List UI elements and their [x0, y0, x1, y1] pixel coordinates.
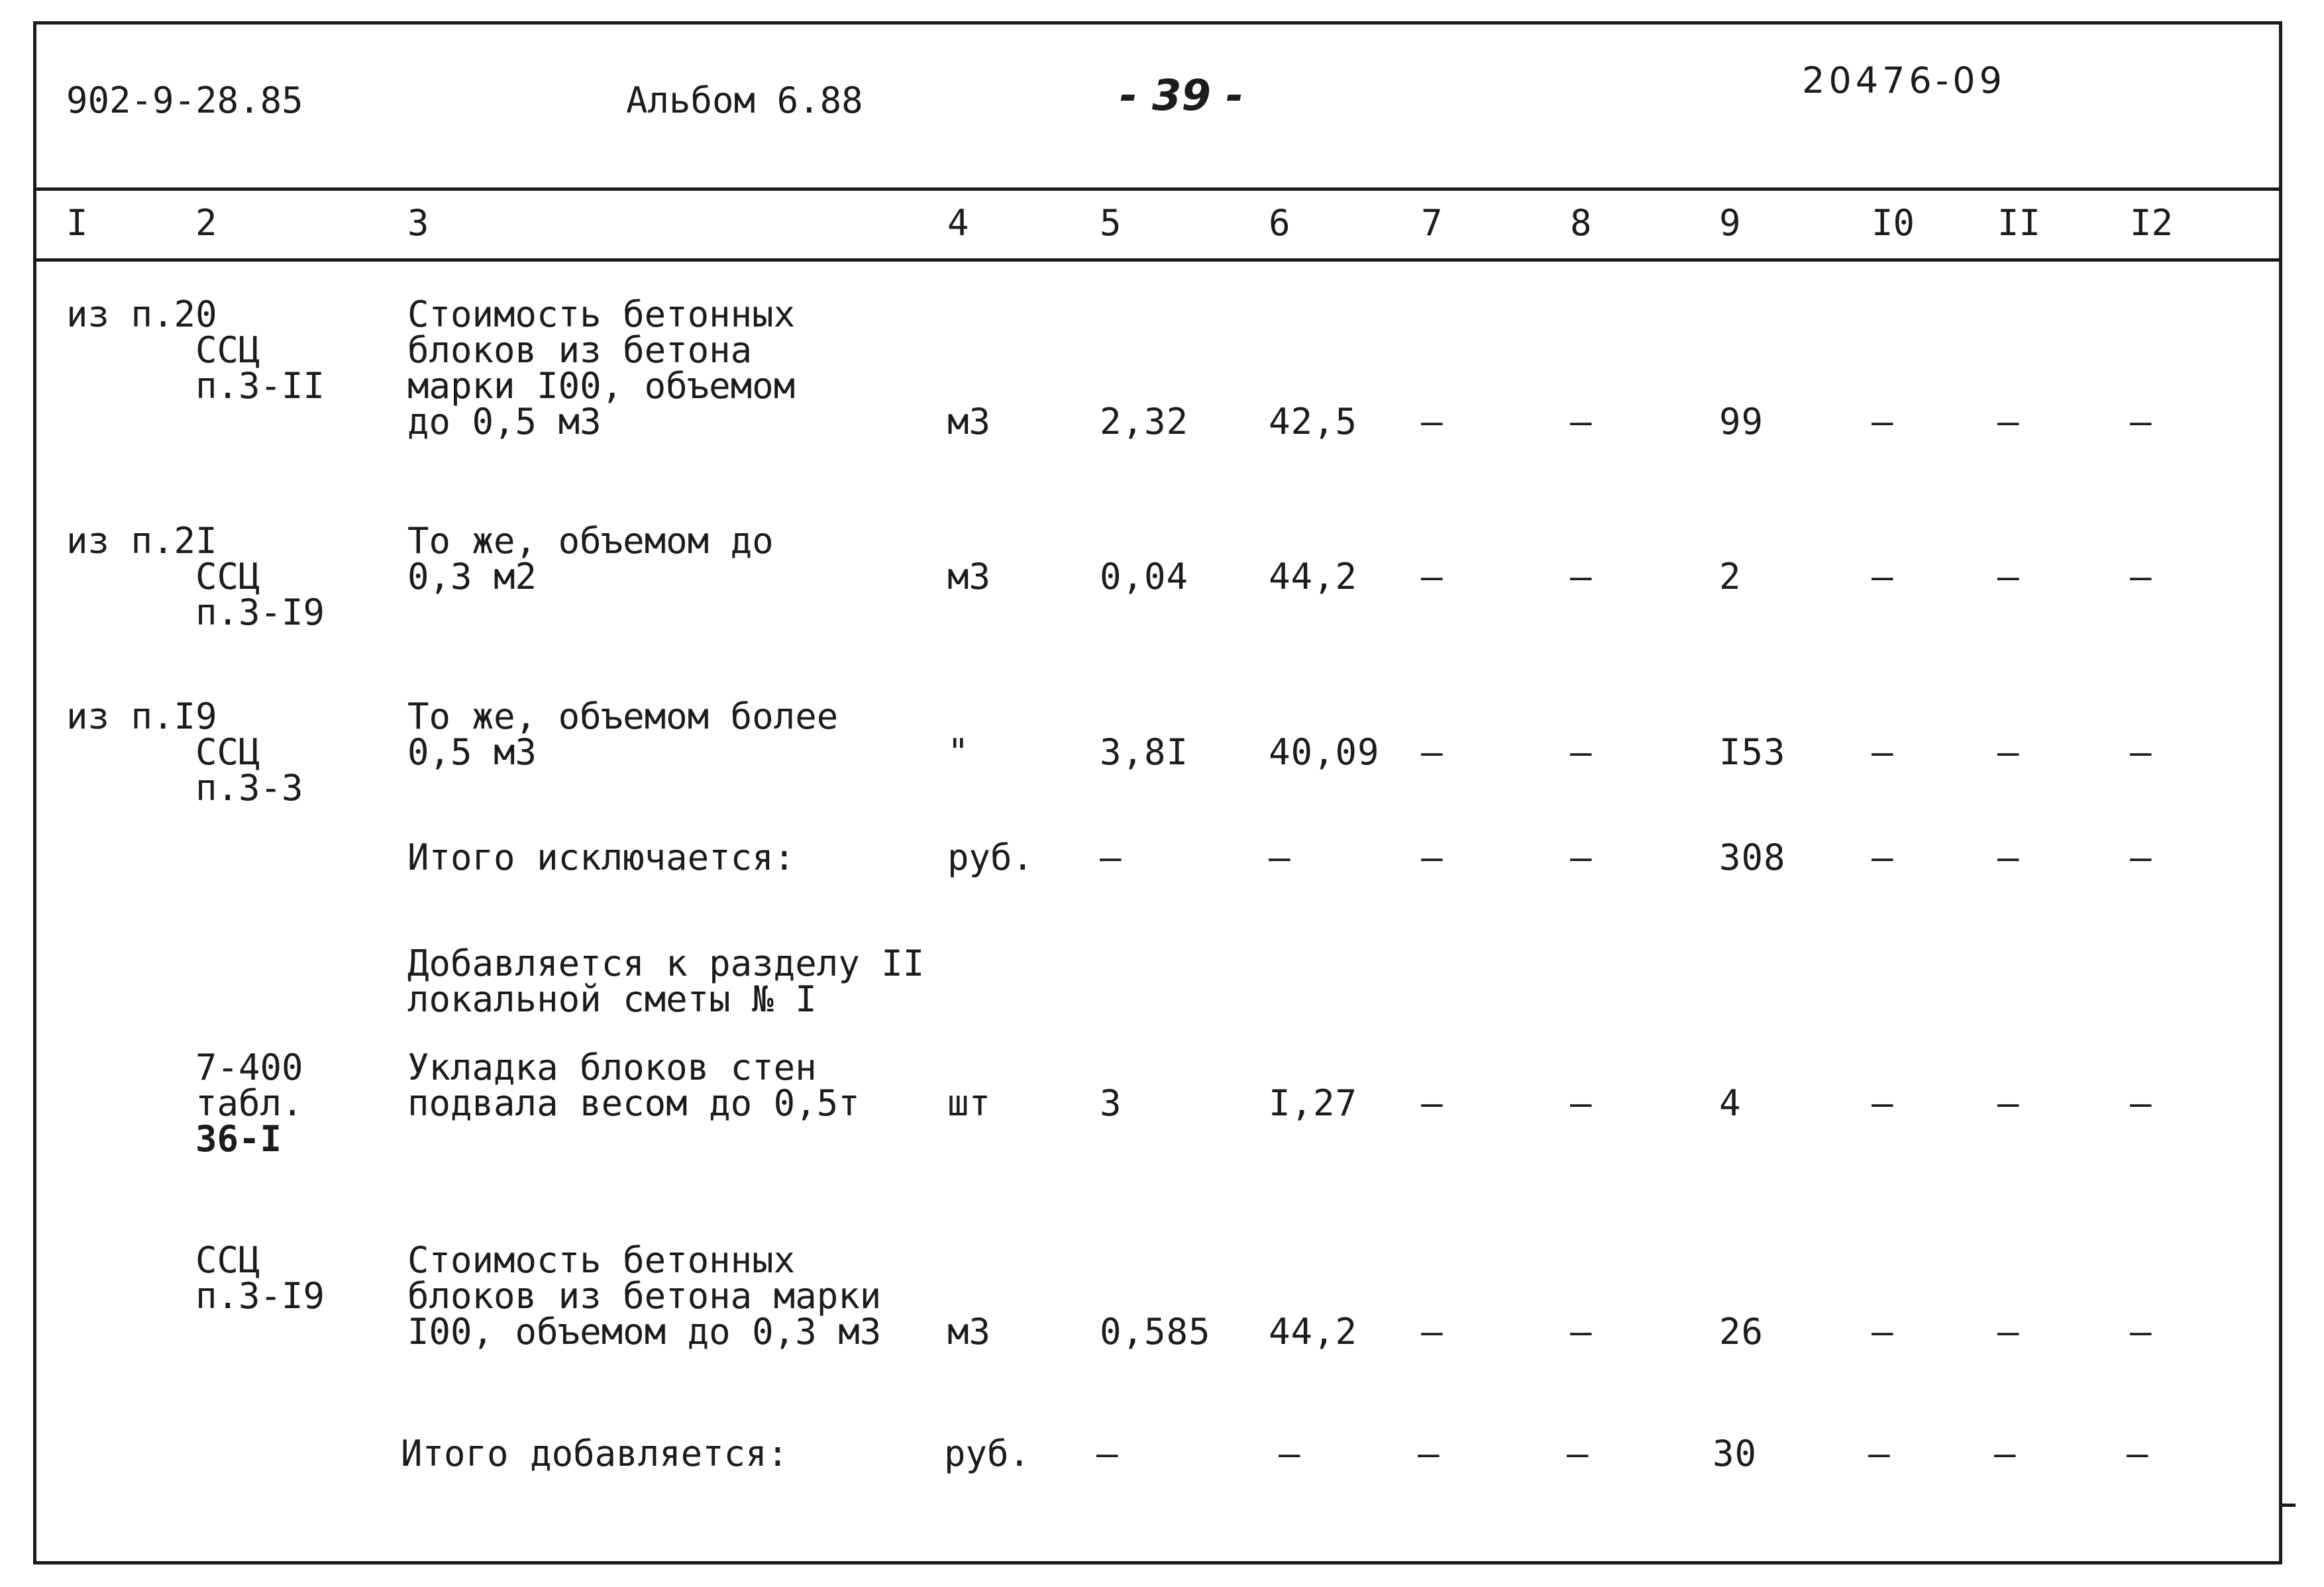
desc-line: Добавляется к разделу II [407, 943, 925, 984]
qty-cell: – [1096, 1433, 1118, 1474]
unit-cell: руб. [944, 1433, 1031, 1474]
ref-line: п.3-II [195, 365, 325, 407]
col7-cell: – [1421, 1311, 1443, 1353]
col8-cell: – [1570, 556, 1592, 597]
desc-line: до 0,5 м3 [407, 401, 602, 442]
col-header-3: 3 [407, 202, 429, 244]
ref-line: п.3-I9 [195, 591, 325, 633]
col10-cell: – [1872, 556, 1893, 597]
desc-line: То же, объемом до [407, 520, 774, 562]
col11-cell: – [1994, 1433, 2016, 1474]
col10-cell: – [1872, 731, 1893, 773]
page-number: - 39 - [1120, 72, 1243, 121]
col12-cell: – [2130, 556, 2152, 597]
ref-line: 7-400 [195, 1047, 303, 1088]
total-cell: 26 [1719, 1311, 1764, 1353]
desc-line: Итого добавляется: [401, 1433, 789, 1474]
col-header-12: I2 [2130, 202, 2174, 244]
unit-cell: шт [947, 1082, 991, 1124]
qty-cell: 3,8I [1100, 731, 1189, 773]
ref-line: п.3-3 [195, 767, 303, 809]
ref-line: ССЦ [195, 731, 260, 773]
ref-line: из п.20 [66, 293, 217, 335]
col7-cell: – [1418, 1433, 1440, 1474]
total-cell: 4 [1719, 1082, 1742, 1124]
col12-cell: – [2130, 1311, 2152, 1353]
unit-cell: м3 [947, 556, 991, 597]
col-header-11: II [1997, 202, 2041, 244]
doc-code: 902-9-28.85 [66, 79, 303, 121]
album-label: Альбом 6.88 [626, 79, 863, 121]
col-header-10: I0 [1872, 202, 1915, 244]
ref-line: 36-I [195, 1118, 282, 1160]
desc-line: Укладка блоков стен [407, 1047, 817, 1088]
desc-line: подвала весом до 0,5т [407, 1082, 860, 1124]
ref-line: табл. [195, 1082, 303, 1124]
col8-cell: – [1570, 731, 1592, 773]
ref-line: п.3-I9 [195, 1275, 325, 1317]
price-cell: 42,5 [1269, 401, 1358, 442]
col11-cell: – [1997, 837, 2019, 878]
col7-cell: – [1421, 401, 1443, 442]
price-cell: I,27 [1269, 1082, 1358, 1124]
col-header-6: 6 [1269, 202, 1291, 244]
col8-cell: – [1570, 401, 1592, 442]
ref-line: ССЦ [195, 329, 260, 371]
price-cell: 44,2 [1269, 1311, 1358, 1353]
qty-cell: 0,04 [1100, 556, 1189, 597]
desc-line: локальной сметы № I [407, 978, 817, 1020]
col8-cell: – [1567, 1433, 1589, 1474]
price-cell: 40,09 [1269, 731, 1380, 773]
col-header-1: I [66, 202, 88, 244]
col10-cell: – [1872, 837, 1893, 878]
col12-cell: – [2130, 731, 2152, 773]
col10-cell: – [1868, 1433, 1890, 1474]
qty-cell: 0,585 [1100, 1311, 1211, 1353]
col-header-8: 8 [1570, 202, 1592, 244]
total-cell: I53 [1719, 731, 1786, 773]
col12-cell: – [2130, 401, 2152, 442]
unit-cell: м3 [947, 401, 991, 442]
total-cell: 99 [1719, 401, 1764, 442]
desc-line: марки I00, объемом [407, 365, 796, 407]
qty-cell: 2,32 [1100, 401, 1189, 442]
col10-cell: – [1872, 1082, 1893, 1124]
col11-cell: – [1997, 1082, 2019, 1124]
document-stamp: 20476-09 [1802, 60, 2006, 101]
col8-cell: – [1570, 1311, 1592, 1353]
desc-line: 0,3 м2 [407, 556, 537, 597]
unit-cell: м3 [947, 1311, 991, 1353]
total-cell: 30 [1713, 1433, 1758, 1474]
ref-line: ССЦ [195, 1239, 260, 1281]
col11-cell: – [1997, 731, 2019, 773]
col10-cell: – [1872, 401, 1893, 442]
col-header-4: 4 [947, 202, 969, 244]
total-cell: 2 [1719, 556, 1742, 597]
qty-cell: 3 [1100, 1082, 1122, 1124]
col12-cell: – [2130, 837, 2152, 878]
col-header-7: 7 [1421, 202, 1443, 244]
col11-cell: – [1997, 1311, 2019, 1353]
col8-cell: – [1570, 1082, 1592, 1124]
desc-line: То же, объемом более [407, 695, 839, 737]
col12-cell: – [2127, 1433, 2148, 1474]
desc-line: 0,5 м3 [407, 731, 537, 773]
price-cell: 44,2 [1269, 556, 1358, 597]
col7-cell: – [1421, 731, 1443, 773]
price-cell: – [1269, 837, 1291, 878]
ref-line: ССЦ [195, 556, 260, 597]
unit-cell: " [947, 731, 969, 773]
unit-cell: руб. [947, 837, 1034, 878]
desc-line: блоков из бетона марки [407, 1275, 882, 1317]
desc-line: Стоимость бетонных [407, 1239, 796, 1281]
col10-cell: – [1872, 1311, 1893, 1353]
col7-cell: – [1421, 837, 1443, 878]
col7-cell: – [1421, 556, 1443, 597]
col-header-2: 2 [195, 202, 217, 244]
desc-line: Итого исключается: [407, 837, 796, 878]
frame-tick-mark [2282, 1504, 2296, 1507]
col12-cell: – [2130, 1082, 2152, 1124]
col11-cell: – [1997, 556, 2019, 597]
qty-cell: – [1100, 837, 1122, 878]
ref-line: из п.I9 [66, 695, 217, 737]
price-cell: – [1279, 1433, 1300, 1474]
header-rule-bottom [36, 258, 2279, 262]
total-cell: 308 [1719, 837, 1786, 878]
desc-line: Стоимость бетонных [407, 293, 796, 335]
col7-cell: – [1421, 1082, 1443, 1124]
header-rule-top [36, 187, 2279, 191]
desc-line: I00, объемом до 0,3 м3 [407, 1311, 882, 1353]
col8-cell: – [1570, 837, 1592, 878]
ref-line: из п.2I [66, 520, 217, 562]
col-header-5: 5 [1100, 202, 1122, 244]
col-header-9: 9 [1719, 202, 1741, 244]
desc-line: блоков из бетона [407, 329, 753, 371]
col11-cell: – [1997, 401, 2019, 442]
